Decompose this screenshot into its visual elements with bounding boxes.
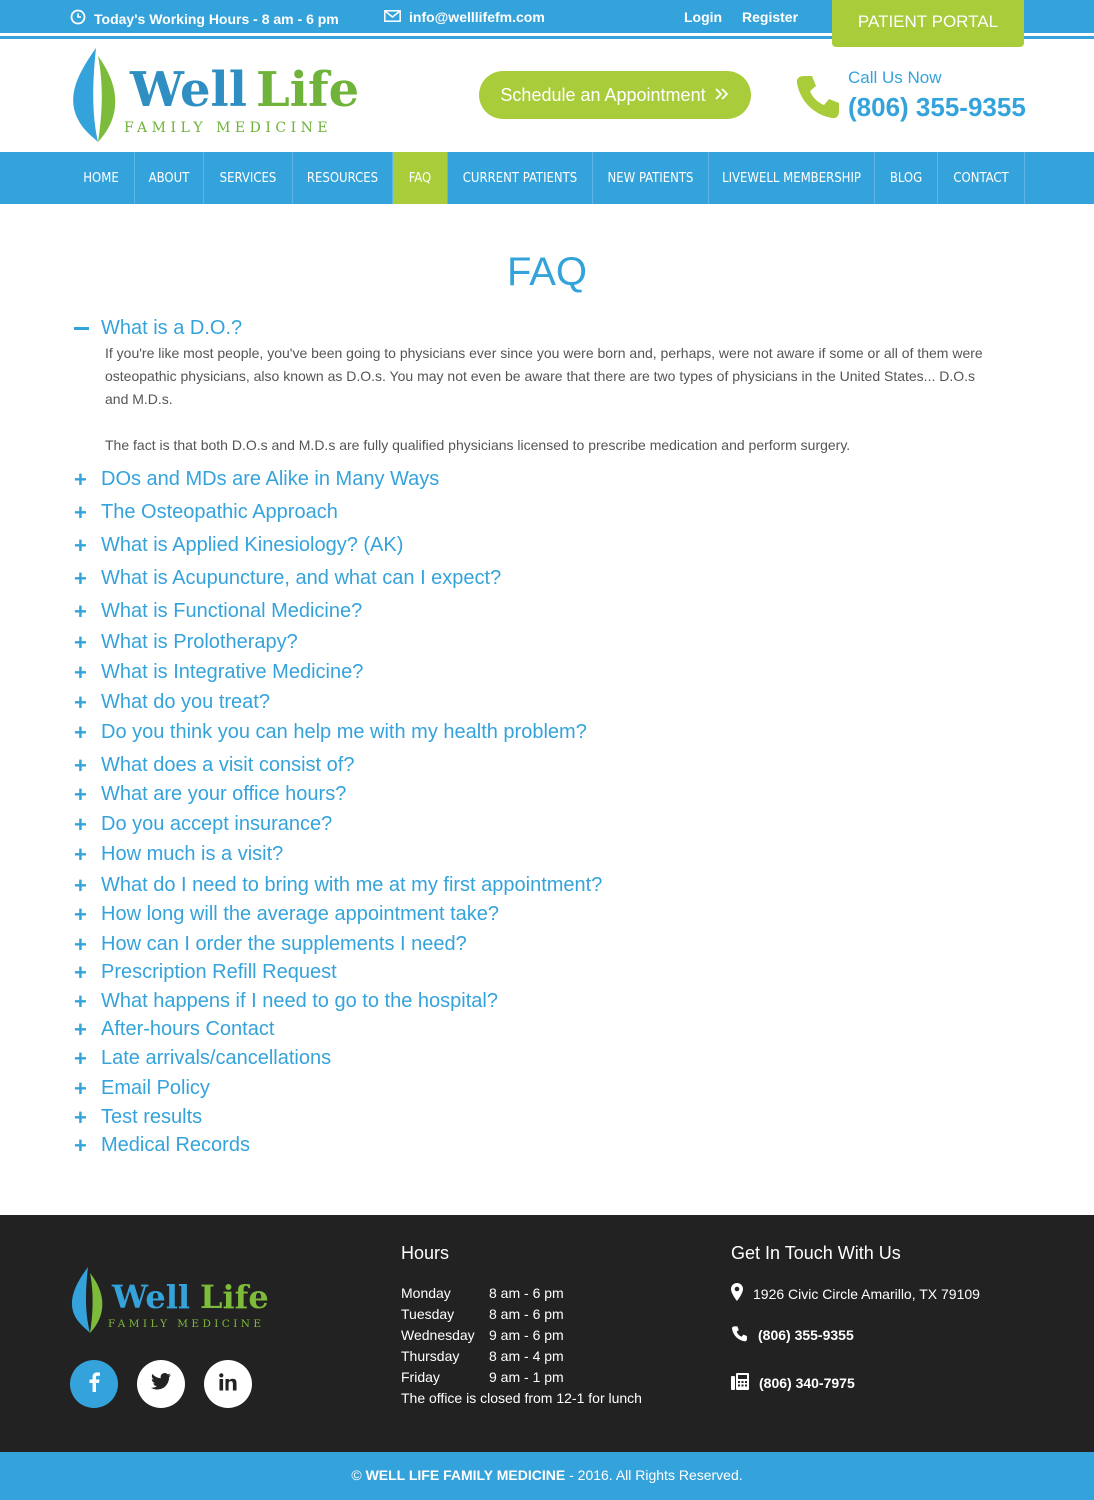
faq-question-label: What do I need to bring with me at my first appointment? bbox=[101, 874, 603, 896]
faq-question[interactable] bbox=[74, 783, 346, 806]
clock-icon bbox=[70, 9, 86, 28]
faq-question[interactable] bbox=[74, 933, 467, 956]
nav-about[interactable]: ABOUT bbox=[135, 152, 204, 204]
svg-text:Well: Well bbox=[112, 1278, 190, 1316]
faq-question[interactable] bbox=[74, 567, 501, 590]
plus-icon: + bbox=[74, 841, 87, 867]
faq-question-open[interactable]: What is a D.O.? bbox=[74, 317, 242, 340]
plus-icon: + bbox=[74, 719, 87, 745]
plus-icon: + bbox=[74, 872, 87, 898]
faq-question[interactable] bbox=[74, 501, 338, 524]
faq-question[interactable] bbox=[74, 1018, 274, 1041]
plus-icon: + bbox=[74, 901, 87, 927]
plus-icon: + bbox=[74, 689, 87, 715]
faq-question-label: What do you treat? bbox=[101, 691, 270, 713]
faq-question-label: After-hours Contact bbox=[101, 1018, 275, 1040]
faq-question[interactable] bbox=[74, 1106, 202, 1129]
twitter-button[interactable] bbox=[137, 1360, 185, 1408]
footer-fax: (806) 340-7975 bbox=[731, 1372, 855, 1393]
faq-question[interactable] bbox=[74, 874, 602, 897]
plus-icon: + bbox=[74, 1132, 87, 1158]
plus-icon: + bbox=[74, 959, 87, 985]
map-pin-icon bbox=[731, 1283, 743, 1304]
faq-question[interactable] bbox=[74, 534, 403, 557]
minus-icon bbox=[74, 327, 89, 330]
plus-icon: + bbox=[74, 752, 87, 778]
faq-question-label: How long will the average appointment take? bbox=[101, 903, 500, 925]
hours-row: Friday 9 am - 1 pm bbox=[401, 1369, 564, 1385]
faq-question-label: Prescription Refill Request bbox=[101, 961, 337, 983]
faq-question[interactable] bbox=[74, 661, 363, 684]
faq-question-label: How much is a visit? bbox=[101, 843, 284, 865]
working-hours: Today's Working Hours - 8 am - 6 pm bbox=[70, 9, 339, 28]
plus-icon: + bbox=[74, 781, 87, 807]
plus-icon: + bbox=[74, 1016, 87, 1042]
faq-question-label: What happens if I need to go to the hospital? bbox=[101, 990, 498, 1012]
plus-icon: + bbox=[74, 1045, 87, 1071]
hours-row: Tuesday 8 am - 6 pm bbox=[401, 1306, 564, 1322]
faq-question[interactable] bbox=[74, 843, 283, 866]
hours-title: Hours bbox=[401, 1243, 450, 1263]
plus-icon: + bbox=[74, 1075, 87, 1101]
faq-question[interactable] bbox=[74, 631, 298, 654]
plus-icon: + bbox=[74, 466, 87, 492]
faq-question[interactable] bbox=[74, 721, 587, 744]
footer-logo[interactable] bbox=[68, 1265, 288, 1335]
call-label: Call Us Now bbox=[848, 68, 942, 87]
faq-question[interactable] bbox=[74, 691, 270, 714]
envelope-icon bbox=[384, 9, 401, 25]
hours-row: Monday 8 am - 6 pm bbox=[401, 1285, 564, 1301]
phone-icon bbox=[794, 72, 842, 125]
faq-question-label: What is Prolotherapy? bbox=[101, 631, 298, 653]
nav-blog[interactable]: BLOG bbox=[875, 152, 938, 204]
faq-question-label: What are your office hours? bbox=[101, 783, 347, 805]
faq-question-label: Do you think you can help me with my health problem? bbox=[101, 721, 587, 743]
linkedin-icon bbox=[219, 1373, 237, 1396]
plus-icon: + bbox=[74, 931, 87, 957]
faq-question[interactable] bbox=[74, 990, 498, 1013]
faq-question-label: Email Policy bbox=[101, 1077, 210, 1099]
nav-livewell-membership[interactable]: LIVEWELL MEMBERSHIP bbox=[709, 152, 875, 204]
page-title: FAQ bbox=[506, 250, 588, 294]
facebook-button[interactable] bbox=[70, 1360, 118, 1408]
plus-icon: + bbox=[74, 532, 87, 558]
phone-icon bbox=[731, 1325, 748, 1345]
nav-services[interactable]: SERVICES bbox=[204, 152, 293, 204]
faq-question[interactable] bbox=[74, 468, 439, 491]
nav-home[interactable]: HOME bbox=[68, 152, 135, 204]
logo[interactable] bbox=[68, 46, 368, 146]
footer-phone[interactable]: (806) 355-9355 bbox=[731, 1325, 854, 1345]
linkedin-button[interactable] bbox=[204, 1360, 252, 1408]
nav-contact[interactable]: CONTACT bbox=[938, 152, 1025, 204]
faq-question-label: DOs and MDs are Alike in Many Ways bbox=[101, 468, 440, 490]
footer bbox=[0, 1215, 1094, 1452]
faq-answer: If you're like most people, you've been going to physicians ever since you were born and, perhaps, were not aware if some or all of them were osteopathic physicians, also known as D.O.s. You may not even be aware that there are two types of physicians in the United States... D.O.s and M.D.s. The fact is that both D.O.s and M.D.s are fully qualified physicians licensed to prescribe medication and perform surgery. bbox=[105, 345, 983, 453]
svg-text:Well: Well bbox=[130, 62, 247, 118]
faq-question-label: Do you accept insurance? bbox=[101, 813, 333, 835]
faq-question-label: What does a visit consist of? bbox=[101, 754, 355, 776]
svg-text:FAMILY MEDICINE: FAMILY MEDICINE bbox=[124, 120, 333, 136]
faq-question-label: What is Integrative Medicine? bbox=[101, 661, 364, 683]
faq-question-label: What is Applied Kinesiology? (AK) bbox=[101, 534, 404, 556]
lunch-note: The office is closed from 12-1 for lunch bbox=[401, 1390, 642, 1406]
svg-text:FAMILY MEDICINE: FAMILY MEDICINE bbox=[108, 1318, 265, 1330]
hours-list bbox=[401, 1283, 642, 1409]
faq-question-label: What is Acupuncture, and what can I expect? bbox=[101, 567, 502, 589]
faq-question-label: Late arrivals/cancellations bbox=[101, 1047, 332, 1069]
fax-icon bbox=[731, 1372, 749, 1393]
plus-icon: + bbox=[74, 499, 87, 525]
faq-question-label: What is Functional Medicine? bbox=[101, 600, 363, 622]
svg-text:Life: Life bbox=[200, 1278, 269, 1316]
faq-question-label: How can I order the supplements I need? bbox=[101, 933, 467, 955]
call-us-block[interactable] bbox=[794, 66, 1034, 126]
schedule-appointment-button[interactable]: Schedule an Appointment bbox=[479, 71, 751, 119]
hours-row: Thursday 8 am - 4 pm bbox=[401, 1348, 564, 1364]
twitter-icon bbox=[151, 1373, 171, 1395]
faq-question[interactable] bbox=[74, 1077, 210, 1100]
faq-question[interactable] bbox=[74, 903, 499, 926]
nav-current-patients[interactable]: CURRENT PATIENTS bbox=[448, 152, 593, 204]
nav-faq[interactable]: FAQ bbox=[393, 152, 448, 204]
register-link[interactable]: Register bbox=[742, 9, 799, 25]
faq-question[interactable] bbox=[74, 1047, 331, 1070]
copyright-bar: © WELL LIFE FAMILY MEDICINE - 2016. All Rights Reserved. bbox=[0, 1452, 1094, 1500]
contact-title: Get In Touch With Us bbox=[731, 1243, 901, 1263]
faq-question[interactable] bbox=[74, 813, 332, 836]
hours-row: Wednesday 9 am - 6 pm bbox=[401, 1327, 564, 1343]
plus-icon: + bbox=[74, 811, 87, 837]
plus-icon: + bbox=[74, 565, 87, 591]
faq-question[interactable] bbox=[74, 961, 337, 984]
nav-resources[interactable]: RESOURCES bbox=[293, 152, 393, 204]
faq-question-label: Test results bbox=[101, 1106, 203, 1128]
plus-icon: + bbox=[74, 988, 87, 1014]
login-link[interactable]: Login bbox=[684, 9, 723, 25]
call-number[interactable]: (806) 355-9355 bbox=[848, 92, 1026, 122]
plus-icon: + bbox=[74, 1104, 87, 1130]
nav-new-patients[interactable]: NEW PATIENTS bbox=[593, 152, 709, 204]
faq-question[interactable] bbox=[74, 600, 362, 623]
plus-icon: + bbox=[74, 659, 87, 685]
double-chevron-right-icon bbox=[714, 85, 730, 106]
faq-question[interactable] bbox=[74, 754, 354, 777]
faq-question[interactable] bbox=[74, 1134, 250, 1157]
faq-question-label: The Osteopathic Approach bbox=[101, 501, 338, 523]
facebook-icon bbox=[87, 1372, 101, 1397]
email-link[interactable]: info@welllifefm.com bbox=[384, 9, 545, 25]
plus-icon: + bbox=[74, 629, 87, 655]
patient-portal-button[interactable]: PATIENT PORTAL bbox=[832, 0, 1024, 47]
address: 1926 Civic Circle Amarillo, TX 79109 bbox=[731, 1283, 980, 1304]
svg-text:Life: Life bbox=[256, 62, 360, 118]
plus-icon: + bbox=[74, 598, 87, 624]
main-nav bbox=[0, 152, 1094, 204]
faq-question-label: Medical Records bbox=[101, 1134, 250, 1156]
